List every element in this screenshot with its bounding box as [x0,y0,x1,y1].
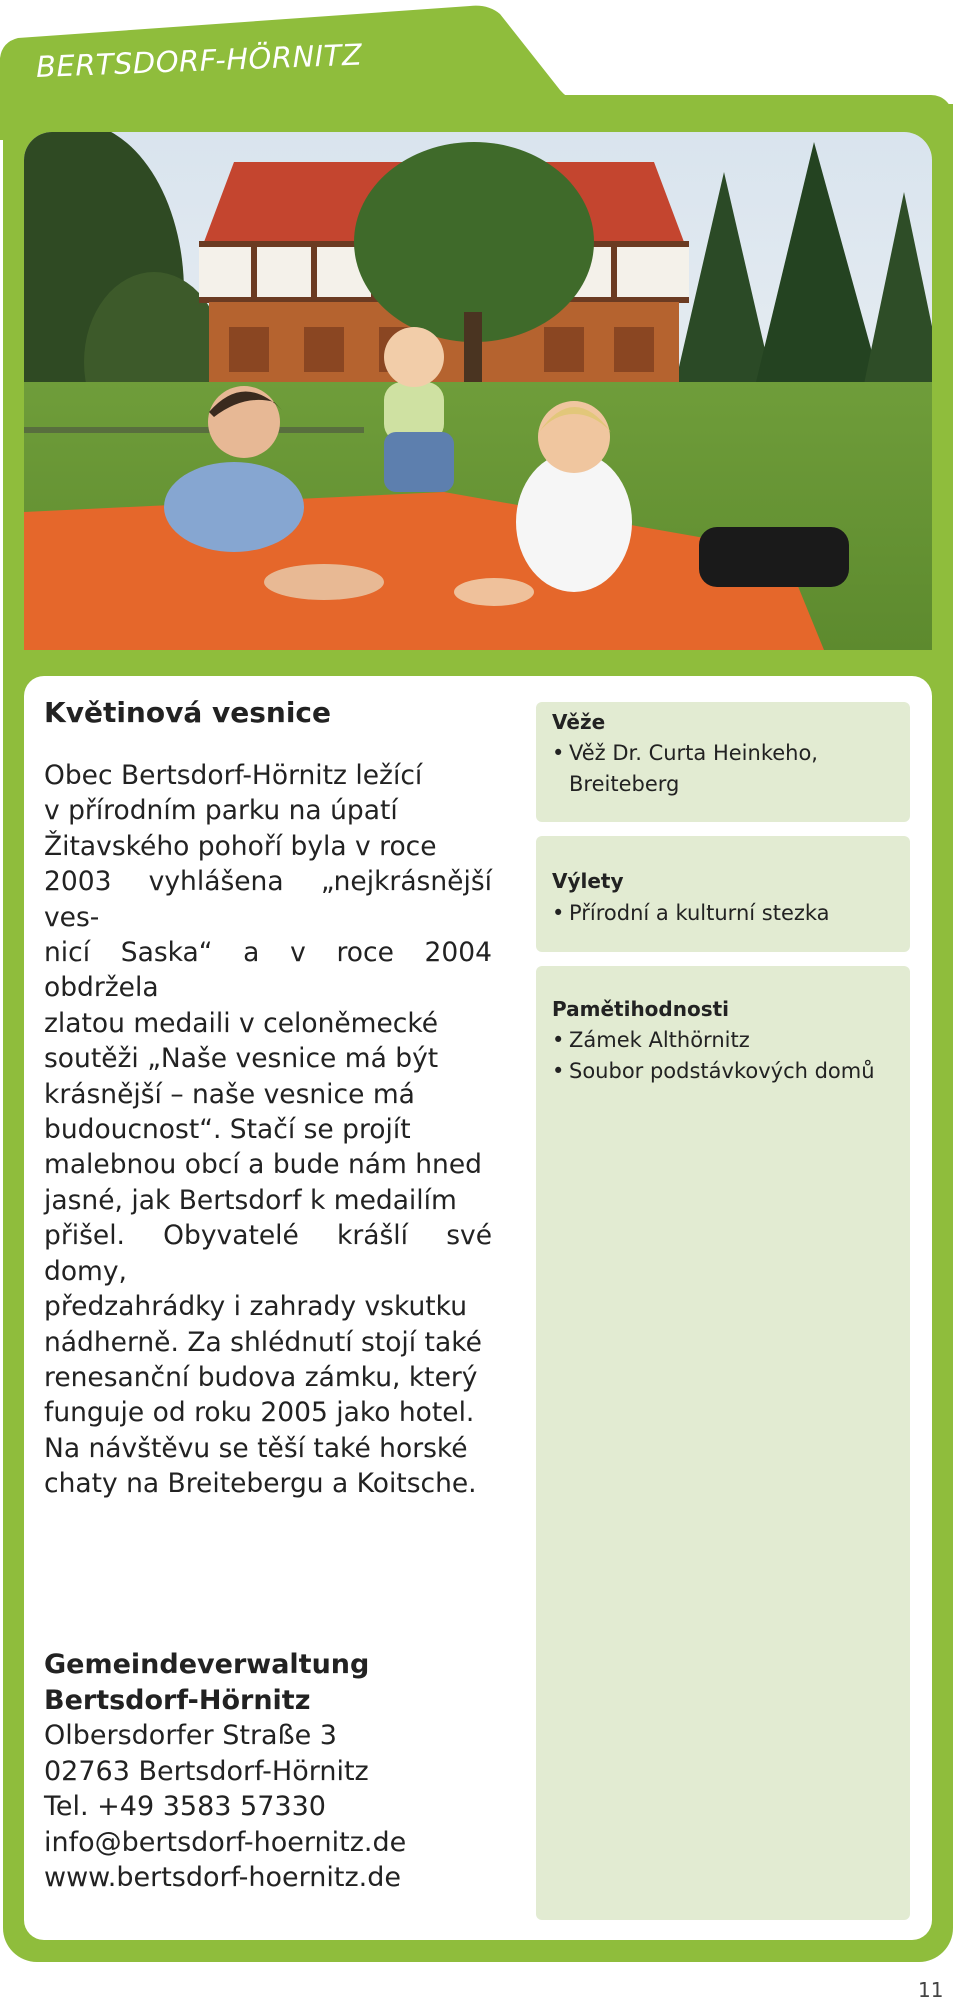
body-line: předzahrádky i zahrady vskutku [44,1291,467,1323]
info-box-trips [536,836,910,952]
info-box-item: Přírodní a kulturní stezka [569,901,830,925]
body-line: chaty na Breitebergu a Koitsche. [44,1468,477,1500]
contact-street: Olbersdorfer Straße 3 [44,1720,337,1751]
contact-name: Gemeindeverwaltung [44,1649,370,1680]
article-body [44,758,492,1502]
contact-website[interactable]: www.bertsdorf-hoernitz.de [44,1862,401,1893]
info-box-item: Soubor podstávkových domů [569,1059,875,1083]
photo-family-picnic [24,132,932,650]
body-line: Obec Bertsdorf-Hörnitz ležící [44,760,423,791]
bullet-icon: • [552,1028,565,1052]
body-line: malebnou obcí a bude nám hned [44,1149,482,1181]
body-line: nádherně. Za shlédnutí stojí také [44,1326,482,1358]
info-box-item: Věž Dr. Curta Heinkeho, [569,741,818,765]
info-box-title: Pamětihodnosti [552,997,730,1021]
body-line: Na návštěvu se těší také horské [44,1432,468,1464]
body-line: v přírodním parku na úpatí [44,795,398,827]
bullet-icon: • [552,1059,565,1083]
info-box-item: Zámek Althörnitz [569,1028,750,1052]
body-line: renesanční budova zámku, který [44,1361,478,1393]
contact-block [44,1647,406,1896]
article-heading: Květinová vesnice [44,696,332,729]
bullet-icon: • [552,741,565,765]
page-number: 11 [918,1978,944,2002]
info-box-title: Věže [552,710,606,734]
body-line: soutěži „Naše vesnice má být [44,1043,439,1075]
contact-name: Bertsdorf-Hörnitz [44,1684,311,1716]
info-box-item: Breiteberg [569,772,680,796]
contact-city: 02763 Bertsdorf-Hörnitz [44,1755,369,1787]
body-line: Žitavského pohoří byla v roce [44,830,437,862]
body-line: jasné, jak Bertsdorf k medailím [44,1184,457,1216]
body-line: budoucnost“. Stačí se projít [44,1114,411,1146]
body-line: funguje od roku 2005 jako hotel. [44,1397,475,1429]
info-box-title: Výlety [552,869,624,893]
body-line: krásnější – naše vesnice má [44,1078,415,1110]
contact-phone: Tel. +49 3583 57330 [44,1791,326,1822]
body-line: 2003 vyhlášena „nejkrásnější ves- [44,866,492,933]
contact-email[interactable]: info@bertsdorf-hoernitz.de [44,1826,407,1858]
body-line: zlatou medaili v celoněmecké [44,1007,439,1039]
body-line: přišel. Obyvatelé krášlí své domy, [44,1220,492,1287]
bullet-icon: • [552,901,565,925]
page-title: BERTSDORF-HÖRNITZ [35,37,363,84]
info-box-sights [536,966,910,1920]
body-line: nicí Saska“ a v roce 2004 obdržela [44,937,492,1004]
